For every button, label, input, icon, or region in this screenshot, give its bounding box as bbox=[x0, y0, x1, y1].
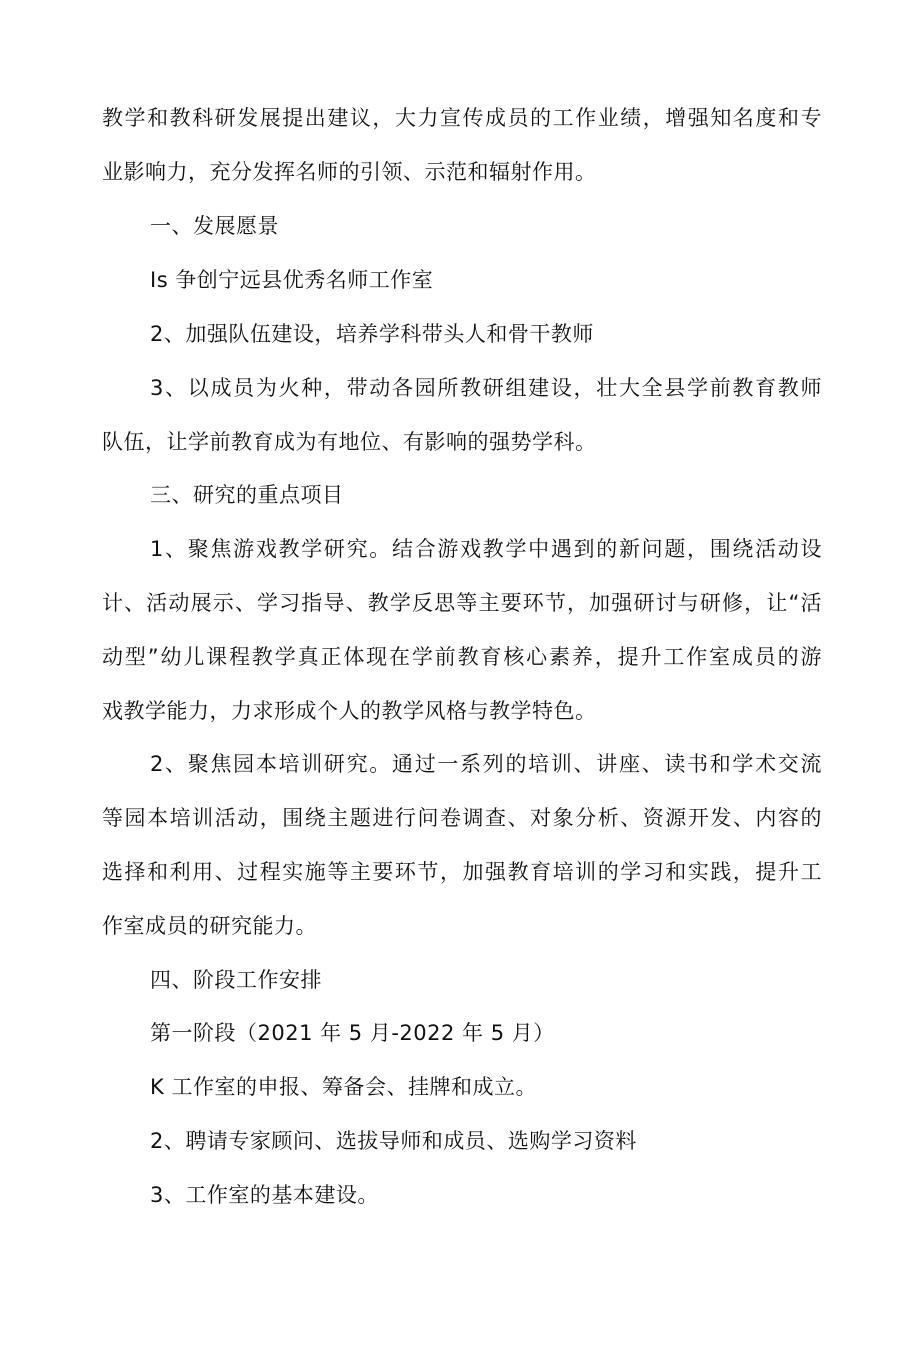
section-heading: 一、发展愿景 bbox=[150, 214, 279, 238]
subsection-heading: 第一阶段（2021 年 5 月-2022 年 5 月） bbox=[150, 1021, 555, 1045]
paragraph-line: 动型”幼儿课程教学真正体现在学前教育核心素养，提升工作室成员的游 bbox=[102, 645, 822, 669]
paragraph-line: 选择和利用、过程实施等主要环节，加强教育培训的学习和实践，提升工 bbox=[102, 860, 822, 884]
list-item: 3、工作室的基本建设。 bbox=[150, 1183, 379, 1207]
paragraph-line: 教学和教科研发展提出建议，大力宣传成员的工作业绩，增强知名度和专 bbox=[102, 106, 822, 130]
paragraph-line: 戏教学能力，力求形成个人的教学风格与教学特色。 bbox=[102, 699, 597, 723]
list-item: 2、加强队伍建设，培养学科带头人和骨干教师 bbox=[150, 322, 594, 346]
paragraph-line: 队伍，让学前教育成为有地位、有影响的强势学科。 bbox=[102, 430, 597, 454]
list-item: K 工作室的申报、筹备会、挂牌和成立。 bbox=[150, 1075, 537, 1099]
paragraph-line: 等园本培训活动，围绕主题进行问卷调查、对象分析、资源开发、内容的 bbox=[102, 806, 822, 830]
list-item: 3、以成员为火种，带动各园所教研组建设，壮大全县学前教育教师 bbox=[150, 376, 822, 400]
list-item: 1、聚焦游戏教学研究。结合游戏教学中遇到的新问题，围绕活动设 bbox=[150, 537, 822, 561]
list-item: 2、聘请专家顾问、选拔导师和成员、选购学习资料 bbox=[150, 1129, 637, 1153]
list-item: 2、聚焦园本培训研究。通过一系列的培训、讲座、读书和学术交流 bbox=[150, 752, 822, 776]
paragraph-line: 计、活动展示、学习指导、教学反思等主要环节，加强研讨与研修，让“活 bbox=[102, 591, 822, 615]
paragraph-line: 业影响力，充分发挥名师的引领、示范和辐射作用。 bbox=[102, 160, 597, 184]
section-heading: 三、研究的重点项目 bbox=[150, 483, 344, 507]
section-heading: 四、阶段工作安排 bbox=[150, 968, 322, 992]
paragraph-line: 作室成员的研究能力。 bbox=[102, 914, 317, 938]
list-item: Is 争创宁远县优秀名师工作室 bbox=[150, 268, 434, 292]
